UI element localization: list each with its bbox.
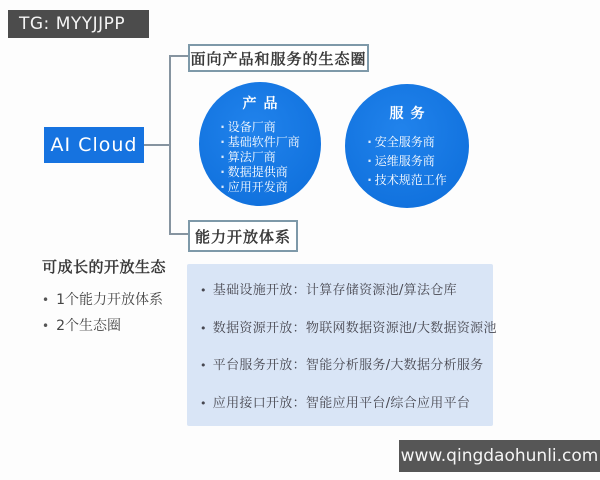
product-item: · 算法厂商 [220, 150, 300, 165]
branch-ecosystem-label: 面向产品和服务的生态圈 [188, 44, 369, 72]
service-circle-items [367, 133, 447, 190]
watermark-bottom: www.qingdaohunli.com [399, 440, 600, 472]
service-circle-title: 服务 [389, 105, 432, 122]
branch-capability-label: 能力开放体系 [188, 220, 298, 252]
product-circle-items [220, 120, 300, 195]
capability-row: • 平台服务开放：智能分析服务/大数据分析服务 [200, 354, 493, 373]
service-circle [345, 84, 469, 208]
open-capabilities-panel [187, 264, 497, 426]
capability-row: • 数据资源开放：物联网数据资源池/大数据资源池 [200, 317, 493, 336]
connector-vertical [169, 55, 171, 235]
product-item: · 数据提供商 [220, 165, 300, 180]
product-item: · 基础软件厂商 [220, 135, 300, 150]
ai-cloud-node: AI Cloud [44, 127, 144, 163]
service-item: · 安全服务商 [367, 133, 447, 152]
service-item: · 技术规范工作 [367, 171, 447, 190]
capability-row: • 应用接口开放：智能应用平台/综合应用平台 [200, 392, 493, 411]
connector-bottom-branch [169, 233, 189, 235]
service-item: · 运维服务商 [367, 152, 447, 171]
capability-row: • 基础设施开放：计算存储资源池/算法仓库 [200, 279, 493, 298]
summary-list [42, 287, 166, 339]
summary-bullet: • 1个能力开放体系 [42, 287, 166, 313]
summary-title: 可成长的开放生态 [42, 258, 167, 276]
product-item: · 应用开发商 [220, 180, 300, 195]
product-circle [199, 82, 321, 206]
product-item: · 设备厂商 [220, 120, 300, 135]
summary-bullet: • 2个生态圈 [42, 313, 166, 339]
connector-top-branch [169, 55, 189, 57]
summary-block [42, 256, 166, 339]
product-circle-title: 产品 [242, 96, 285, 112]
watermark-top: TG: MYYJJPP [8, 10, 149, 38]
connector-root-horizontal [144, 144, 170, 146]
